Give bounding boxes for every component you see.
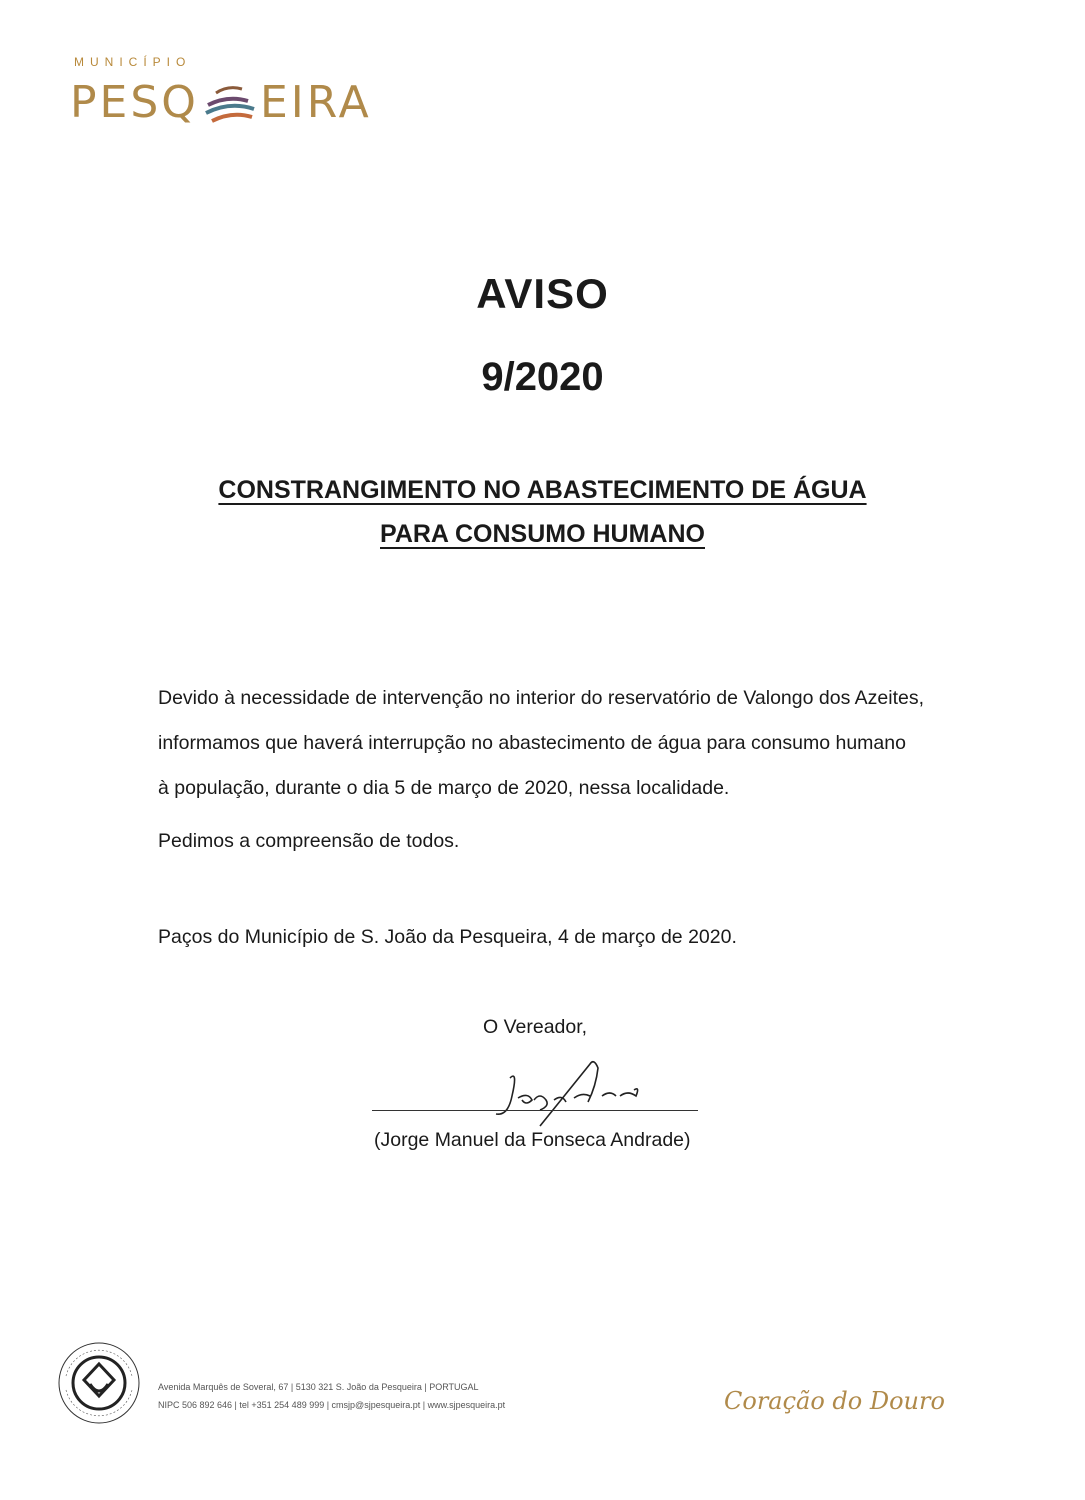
signatory-name: (Jorge Manuel da Fonseca Andrade) — [374, 1129, 691, 1151]
subject-line-1: CONSTRANGIMENTO NO ABASTECIMENTO DE ÁGUA — [218, 476, 867, 504]
world-heritage-seal-icon — [56, 1340, 142, 1426]
subject-line-2: PARA CONSUMO HUMANO — [380, 520, 705, 548]
signatory-role: O Vereador, — [483, 1016, 588, 1038]
svg-text:Coração do Douro: Coração do Douro — [724, 1387, 945, 1415]
body-line-3: à população, durante o dia 5 de março de 2020, nessa localidade. — [158, 777, 730, 799]
notice-subject — [0, 468, 1085, 556]
notice-title: AVISO — [476, 270, 609, 317]
svg-text:PESQ: PESQ — [70, 77, 199, 128]
coracao-do-douro-motto — [720, 1375, 970, 1425]
handwritten-signature — [470, 1056, 670, 1126]
notice-body — [158, 676, 938, 864]
municipality-logo — [70, 55, 380, 135]
footer-address: Avenida Marquês de Soveral, 67 | 5130 321 S. João da Pesqueira | PORTUGAL — [158, 1382, 479, 1392]
body-line-1: Devido à necessidade de intervenção no interior do reservatório de Valongo dos Azeites, — [158, 687, 925, 709]
logo-wave-icon — [70, 67, 378, 137]
notice-number: 9/2020 — [481, 355, 604, 399]
body-line-4: Pedimos a compreensão de todos. — [158, 830, 460, 852]
logo-municipio-label: MUNICÍPIO — [74, 55, 192, 69]
body-line-2: informamos que haverá interrupção no abastecimento de água para consumo humano — [158, 732, 906, 754]
footer-contact — [158, 1378, 505, 1414]
svg-text:EIRA: EIRA — [260, 77, 372, 128]
signature-line — [372, 1110, 698, 1111]
footer-contacts: NIPC 506 892 646 | tel +351 254 489 999 | cmsjp@sjpesqueira.pt | www.sjpesqueira.pt — [158, 1400, 506, 1410]
place-and-date: Paços do Município de S. João da Pesqueira, 4 de março de 2020. — [158, 926, 737, 948]
